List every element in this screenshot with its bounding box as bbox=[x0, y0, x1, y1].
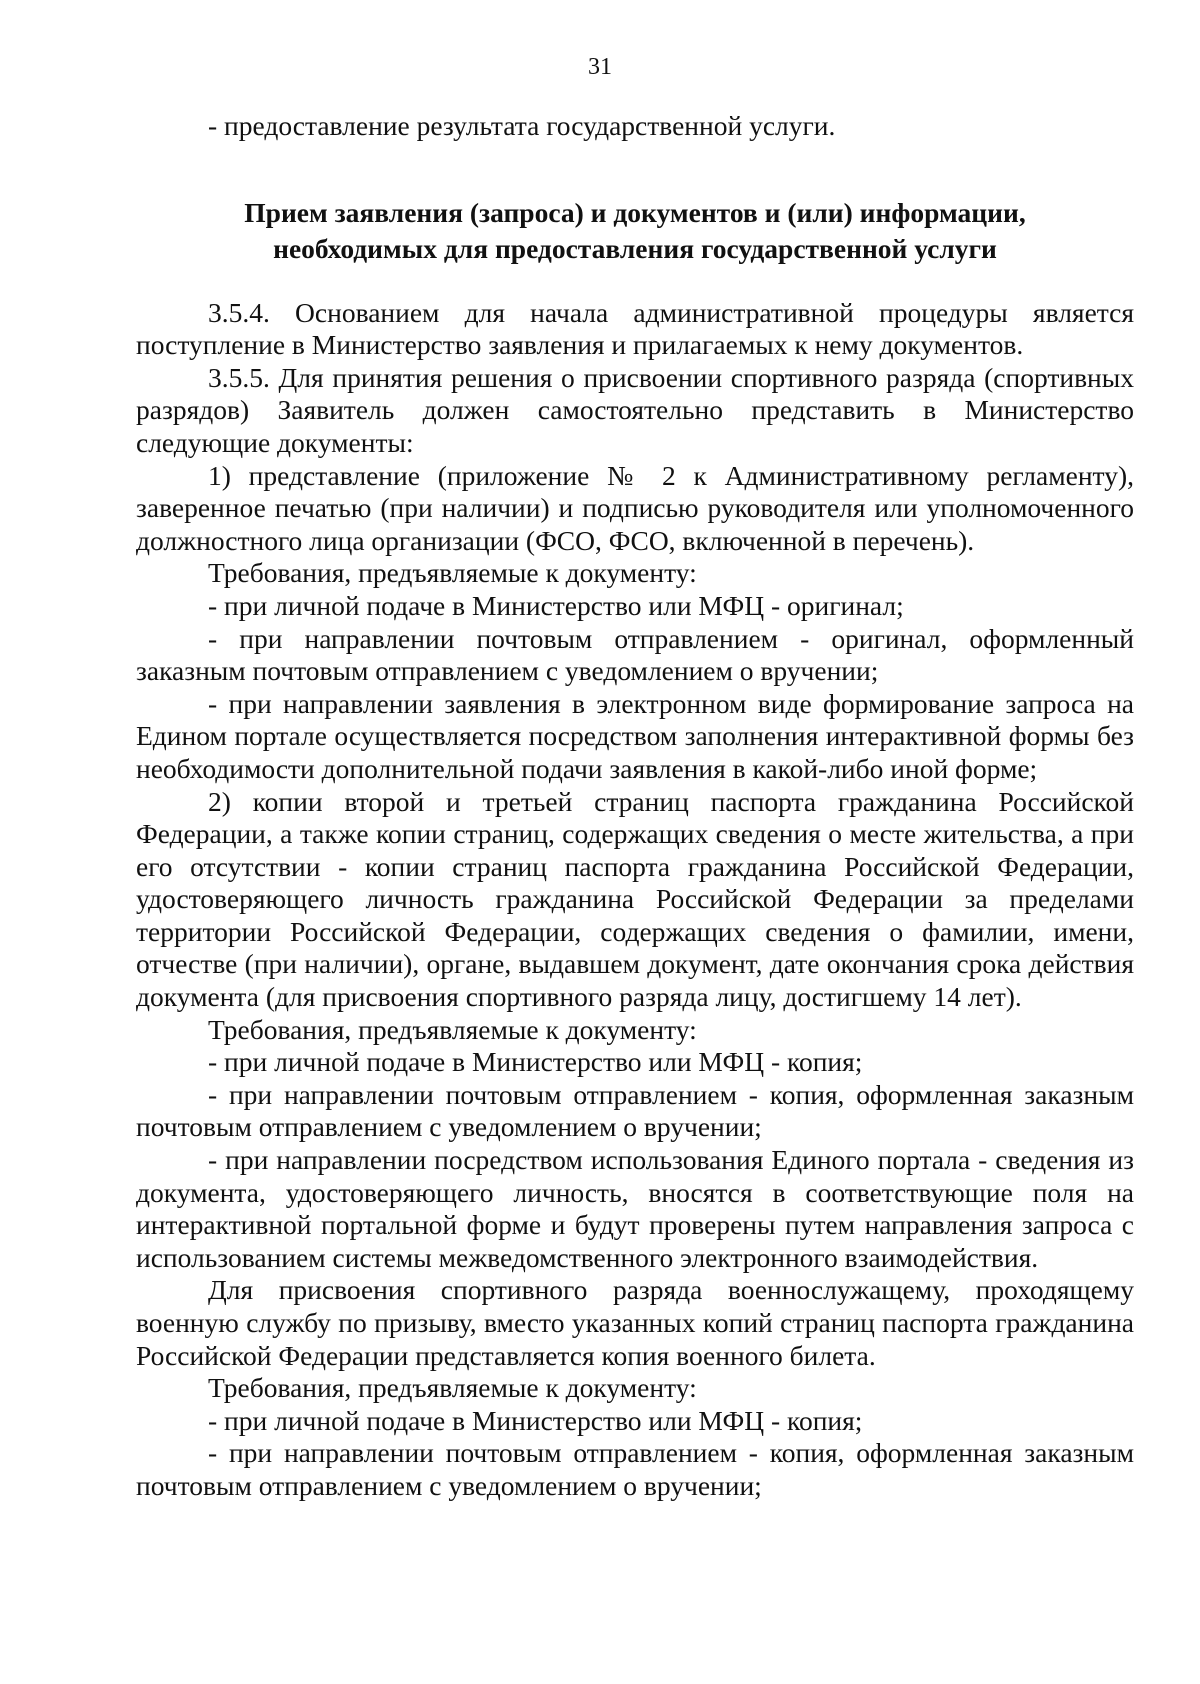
item-1-representation: 1) представление (приложение № 2 к Административному регламенту), заверенное печатью (при наличии) и подписью руководителя или уполномоченного должностного лица организации (ФСО, ФСО, включенной в перечень). bbox=[136, 459, 1134, 556]
item-2-passport-copies: 2) копии второй и третьей страниц паспорта гражданина Российской Федерации, а также копии страниц, содержащих сведения о месте жительства, а при его отсутствии - копии страниц паспорта гражданина Российской Федерации, удостоверяющего личность гражданина Российской Федерации за пределами территории Российской Федерации, содержащих сведения о фамилии, имени, отчестве (при наличии), органе, выдавшем документ, дате окончания срока действия документа (для присвоения спортивного разряда лицу, достигшему 14 лет). bbox=[136, 785, 1134, 1013]
requirements-heading: Требования, предъявляемые к документу: bbox=[208, 557, 697, 589]
section-heading bbox=[136, 195, 1134, 267]
requirements-heading: Требования, предъявляемые к документу: bbox=[208, 1372, 697, 1404]
paragraph-3-5-5: 3.5.5. Для принятия решения о присвоении спортивного разряда (спортивных разрядов) Заявитель должен самостоятельно представить в Министерство следующие документы: bbox=[136, 361, 1134, 458]
requirement-postal-copy: - при направлении почтовым отправлением - копия, оформленная заказным почтовым отправлением с уведомлением о вручении; bbox=[136, 1437, 1134, 1501]
requirement-personal-copy: - при личной подаче в Министерство или МФЦ - копия; bbox=[208, 1404, 863, 1436]
page-number: 31 bbox=[588, 54, 612, 80]
requirement-personal-copy: - при личной подаче в Министерство или МФЦ - копия; bbox=[208, 1046, 863, 1078]
requirement-postal-original: - при направлении почтовым отправлением - оригинал, оформленный заказным почтовым отправлением с уведомлением о вручении; bbox=[136, 622, 1134, 687]
section-heading-line-1: Прием заявления (запроса) и документов и (или) информации, bbox=[244, 196, 1026, 228]
requirement-personal-original: - при личной подаче в Министерство или МФЦ - оригинал; bbox=[208, 589, 904, 621]
requirement-postal-copy: - при направлении почтовым отправлением - копия, оформленная заказным почтовым отправлением с уведомлением о вручении; bbox=[136, 1078, 1134, 1143]
requirements-heading: Требования, предъявляемые к документу: bbox=[208, 1013, 697, 1045]
requirement-electronic-form: - при направлении заявления в электронном виде формирование запроса на Едином портале осуществляется посредством заполнения интерактивной формы без необходимости дополнительной подачи заявления в какой-либо иной форме; bbox=[136, 687, 1134, 784]
military-id-note: Для присвоения спортивного разряда военнослужащему, проходящему военную службу по призыву, вместо указанных копий страниц паспорта гражданина Российской Федерации представляется копия военного билета. bbox=[136, 1274, 1134, 1371]
section-heading-line-2: необходимых для предоставления государственной услуги bbox=[273, 232, 997, 264]
requirement-portal-data: - при направлении посредством использования Единого портала - сведения из документа, удостоверяющего личность, вносятся в соответствующие поля на интерактивной портальной форме и будут проверены путем направления запроса с использованием системы межведомственного электронного взаимодействия. bbox=[136, 1144, 1134, 1273]
intro-line: - предоставление результата государственной услуги. bbox=[208, 110, 836, 141]
paragraph-3-5-4: 3.5.4. Основанием для начала административной процедуры является поступление в Министерство заявления и прилагаемых к нему документов. bbox=[136, 296, 1134, 361]
document-body bbox=[136, 110, 1134, 1503]
